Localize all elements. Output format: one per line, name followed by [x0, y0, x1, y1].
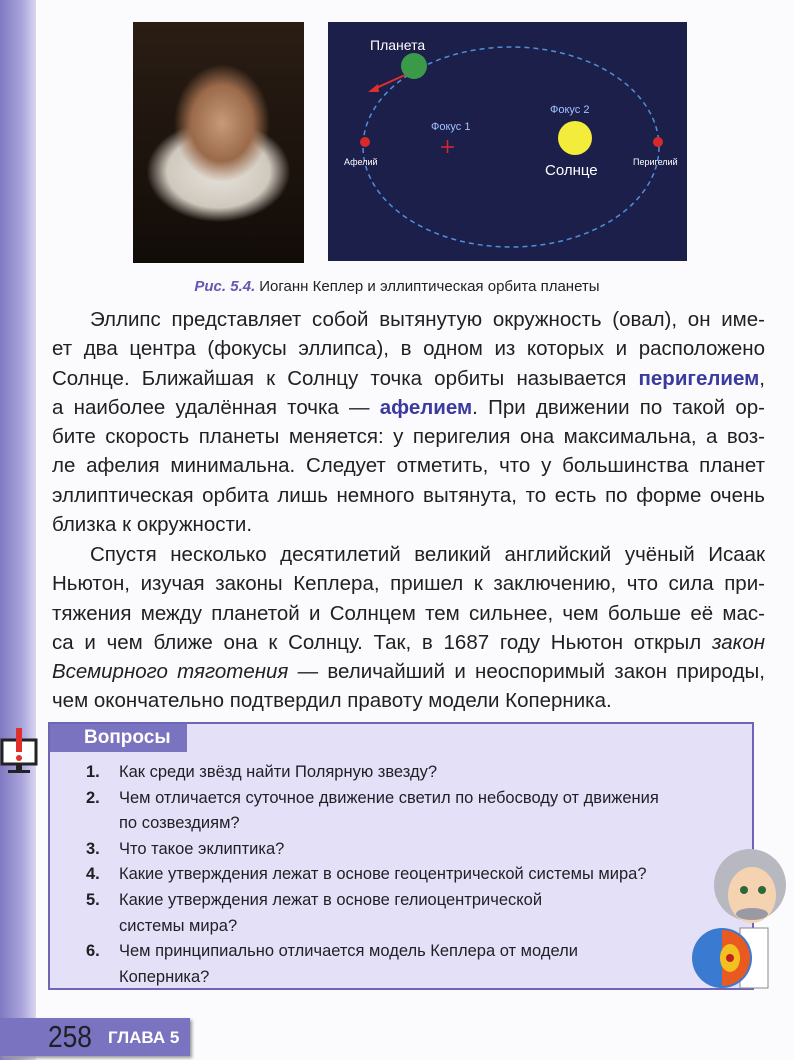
- text-segment: ,: [759, 366, 765, 390]
- text-line: [52, 334, 765, 363]
- question-number: 1.: [86, 763, 100, 781]
- planet-label: Планета: [370, 37, 426, 53]
- question-number: 2.: [86, 788, 100, 807]
- question-text: системы мира?: [119, 916, 238, 935]
- text-segment: . При движении по такой ор-: [472, 395, 765, 419]
- paragraph-newton: [52, 540, 765, 716]
- alert-monitor-icon: [0, 726, 38, 776]
- question-text: Что такое эклиптика?: [119, 839, 285, 858]
- question-number: 5.: [86, 891, 100, 909]
- text-segment: Эллипс представляет собой вытянутую окружность (овал), он име-: [90, 308, 765, 331]
- italic-term: Всемирного тяготения: [52, 660, 289, 684]
- kepler-portrait: [133, 22, 304, 263]
- text-segment: а наиболее удалённая точка —: [52, 395, 380, 419]
- question-text: Как среди звёзд найти Полярную звезду?: [119, 763, 437, 781]
- page-margin-strip: [0, 0, 36, 1060]
- text-segment: — величайший и неоспоримый закон природы,: [288, 660, 765, 684]
- text-segment: Солнце. Ближайшая к Солнцу точка орбиты называется: [52, 366, 639, 390]
- text-line: [52, 364, 765, 393]
- scientist-mascot-illustration: [690, 840, 794, 995]
- question-number: 4.: [86, 865, 100, 884]
- text-line: [52, 540, 765, 569]
- focus1-label: Фокус 1: [431, 121, 471, 133]
- sun: [558, 121, 592, 155]
- question-text: Чем отличается суточное движение светил по небосводу от движения: [119, 788, 659, 807]
- text-line: [52, 686, 765, 715]
- aphelion-label: Афелий: [344, 157, 378, 167]
- question-number: 3.: [86, 839, 100, 858]
- sun-label: Солнце: [545, 162, 598, 179]
- text-line: [52, 599, 765, 628]
- text-line: [52, 422, 765, 451]
- chapter-label: ГЛАВА 5: [108, 1028, 180, 1047]
- text-segment: бите скорость планеты меняется: у перигелия она максимальна, а воз-: [52, 425, 765, 449]
- italic-term: закон: [711, 630, 765, 654]
- questions-box: [48, 722, 754, 990]
- text-line: [52, 657, 765, 686]
- text-line: [52, 510, 765, 539]
- question-text: Какие утверждения лежат в основе геоцентрической системы мира?: [119, 865, 647, 884]
- figure-caption: [0, 278, 794, 295]
- text-segment: эллиптическая орбита лишь немного вытянута, то есть по форме очень: [52, 483, 765, 507]
- aphelion-point: [360, 137, 370, 147]
- figure-label: Рис. 5.4.: [194, 278, 256, 295]
- text-segment: Спустя несколько десятилетий великий английский учёный Исаак: [90, 543, 765, 566]
- text-segment: са и чем ближе она к Солнцу. Так, в 1687 году Ньютон открыл: [52, 630, 712, 654]
- perihelion-label: Перигелий: [633, 157, 678, 167]
- text-segment: ет два центра (фокусы эллипса), в одном из которых и расположено: [52, 337, 765, 361]
- text-segment: ле афелия минимальна. Следует отметить, что у большинства планет: [52, 454, 765, 478]
- text-line: [52, 569, 765, 598]
- question-text: по созвездиям?: [119, 814, 240, 833]
- question-number: 6.: [86, 942, 100, 961]
- perihelion-point: [653, 137, 663, 147]
- text-segment: близка к окружности.: [52, 513, 253, 537]
- text-line: [52, 481, 765, 510]
- text-line: [52, 305, 765, 334]
- question-text: Коперника?: [119, 967, 210, 986]
- highlighted-term: афелием: [379, 395, 473, 419]
- question-text: Какие утверждения лежат в основе гелиоцентрической: [119, 891, 543, 909]
- text-line: [52, 393, 765, 422]
- text-segment: Ньютон, изучая законы Кеплера, пришел к заключению, что сила при-: [52, 572, 765, 596]
- focus2-label: Фокус 2: [550, 104, 590, 116]
- orbit-diagram: [328, 22, 687, 261]
- text-segment: чем окончательно подтвердил правоту модели Коперника.: [52, 689, 612, 713]
- highlighted-term: перигелием: [638, 366, 760, 390]
- question-text: Чем принципиально отличается модель Кеплера от модели: [119, 942, 578, 961]
- page-number: 258: [48, 1019, 92, 1054]
- paragraph-ellipse: [52, 305, 765, 539]
- text-line: [52, 451, 765, 480]
- questions-title: Вопросы: [50, 724, 187, 752]
- figure-caption-text: Иоганн Кеплер и эллиптическая орбита планеты: [259, 278, 600, 295]
- text-segment: тяжения между планетой и Солнцем тем сильнее, чем больше её мас-: [52, 601, 765, 625]
- text-line: [52, 628, 765, 657]
